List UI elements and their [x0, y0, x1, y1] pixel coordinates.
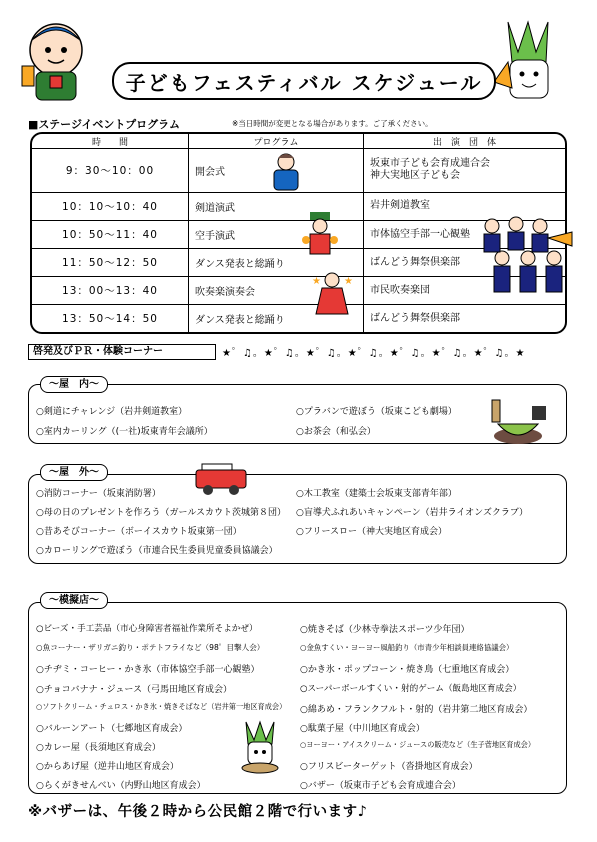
list-item: ○らくがきせんべい（内野山地区育成会）: [36, 781, 206, 791]
fire-truck-illustration: [194, 462, 250, 496]
food-stalls-section-label: 〜模擬店〜: [40, 592, 108, 609]
row-performer: 市民吹奏楽団: [364, 277, 566, 305]
row-performer: ばんどう舞祭倶楽部: [364, 305, 566, 332]
list-item: ○ビーズ・手工芸品（市心身障害者福祉作業所そよかぜ）: [36, 624, 258, 634]
row-program: 空手演武: [189, 220, 364, 248]
list-item: ○カレー屋（長須地区育成会）: [36, 743, 161, 753]
row-performer: 坂東市子ども会育成連合会 神大実地区子ども会: [364, 149, 566, 193]
row-time: 13：50〜14：50: [32, 305, 189, 332]
list-item: ○フリスビーターゲット（沓掛地区育成会）: [300, 762, 478, 772]
list-item: ○魚コーナー・ザリガニ釣り・ポテトフライなど（98゜目撃人会）: [36, 643, 265, 652]
svg-text:★: ★: [312, 276, 321, 287]
outdoor-section-label: 〜屋 外〜: [40, 464, 108, 481]
row-time: 10：50〜11：40: [32, 220, 189, 248]
page-title: 子どもフェスティバル スケジュール: [112, 62, 496, 100]
list-item: ○母の日のプレゼントを作ろう（ガールスカウト茨城第８団）: [36, 508, 287, 518]
list-item: ○ソフトクリーム・チュロス・かき氷・焼きそばなど（岩井第一地区育成会）: [36, 702, 287, 711]
row-program: 剣道演武: [189, 192, 364, 220]
samurai-mascot-illustration: [14, 14, 98, 104]
list-item: ○プラバンで遊ぼう（坂東こども劇場）: [296, 407, 457, 417]
list-item: ○駄菓子屋（中川地区育成会）: [300, 724, 425, 734]
row-performer: ばんどう舞祭倶楽部: [364, 249, 566, 277]
list-item: ○ヨーヨー・アイスクリーム・ジュースの販売など（生子菅地区育成会）: [300, 740, 536, 749]
table-row: [32, 305, 565, 332]
list-item: ○フリースロー（神大実地区育成会）: [296, 527, 448, 537]
list-item: ○金魚すくい・ヨーヨー風船釣り（市青少年相談員連絡協議会）: [300, 643, 514, 652]
tea-set-illustration: [488, 398, 552, 446]
schedule-change-note: ※当日時間が変更となる場合があります。ご了承ください。: [232, 119, 433, 128]
kendo-kid-illustration: [268, 152, 304, 192]
brass-band-illustration: [472, 214, 576, 298]
row-time: 9：30〜10：00: [32, 149, 189, 193]
list-item: ○カローリングで遊ぼう（市連合民生委員児童委員協議会）: [36, 546, 278, 556]
row-time: 13：00〜13：40: [32, 277, 189, 305]
list-item: ○剣道にチャレンジ（岩井剣道教室）: [36, 407, 188, 417]
svg-text:★: ★: [344, 276, 353, 287]
list-item: ○からあげ屋（逆井山地区育成会）: [36, 762, 179, 772]
indoor-section-label: 〜屋 内〜: [40, 376, 108, 393]
column-header-time: 時 間: [32, 134, 189, 149]
table-header-row: [32, 134, 565, 149]
stage-program-heading: ■ステージイベントプログラム: [28, 118, 180, 131]
leek-mascot-small-illustration: [236, 722, 284, 774]
list-item: ○スーパーボールすくい・射的ゲーム（飯島地区育成会）: [300, 684, 522, 694]
list-item: ○昔あそびコーナー（ボーイスカウト坂東第一団）: [36, 527, 242, 537]
row-time: 10：10〜10：40: [32, 192, 189, 220]
list-item: ○木工教室（建築士会坂東支部青年部）: [296, 489, 457, 499]
list-item: ○綿あめ・フランクフルト・射的（岩井第二地区育成会）: [300, 705, 533, 715]
list-item: ○焼きそば（少林寺拳法スポーツ少年団）: [300, 625, 470, 635]
list-item: ○バルーンアート（七郷地区育成会）: [36, 724, 188, 734]
leek-mascot-illustration: [488, 22, 568, 102]
column-header-performer: 出 演 団 体: [364, 134, 566, 149]
list-item: ○チヂミ・コーヒー・かき氷（市体協空手部一心観塾）: [36, 665, 260, 675]
pr-corner-heading: 啓発及びＰＲ・体験コーナー: [28, 344, 216, 360]
row-performer: 市体協空手部一心観塾: [364, 220, 566, 248]
list-item: ○お茶会（和弘会）: [296, 427, 376, 437]
list-item: ○消防コーナー（坂東消防署）: [36, 489, 161, 499]
bazaar-note: ※バザーは、午後２時から公民館２階で行います♪: [28, 804, 368, 820]
column-header-program: プログラム: [189, 134, 364, 149]
cheer-kid-illustration: [302, 212, 338, 258]
list-item: ○盲導犬ふれあいキャンペーン（岩井ライオンズクラブ）: [296, 508, 528, 518]
row-program: 吹奏楽演奏会: [189, 277, 364, 305]
row-program: ダンス発表と総踊り: [189, 305, 364, 332]
dancer-illustration: [312, 270, 352, 316]
list-item: ○室内カーリング（(一社)坂東青年会議所）: [36, 427, 213, 437]
list-item: ○チョコバナナ・ジュース（弓馬田地区育成会）: [36, 685, 232, 695]
list-item: ○かき氷・ポップコーン・焼き鳥（七重地区育成会）: [300, 665, 515, 675]
row-program: 開会式: [189, 149, 364, 193]
star-decoration-line: ★゜♫。★゜♫。★゜♫。★゜♫。★゜♫。★゜♫。★゜♫。★: [222, 348, 526, 359]
list-item: ○バザー（坂東市子ども会育成連合会）: [300, 781, 461, 791]
row-program: ダンス発表と総踊り: [189, 249, 364, 277]
row-time: 11：50〜12：50: [32, 249, 189, 277]
row-performer: 岩井剣道教室: [364, 192, 566, 220]
